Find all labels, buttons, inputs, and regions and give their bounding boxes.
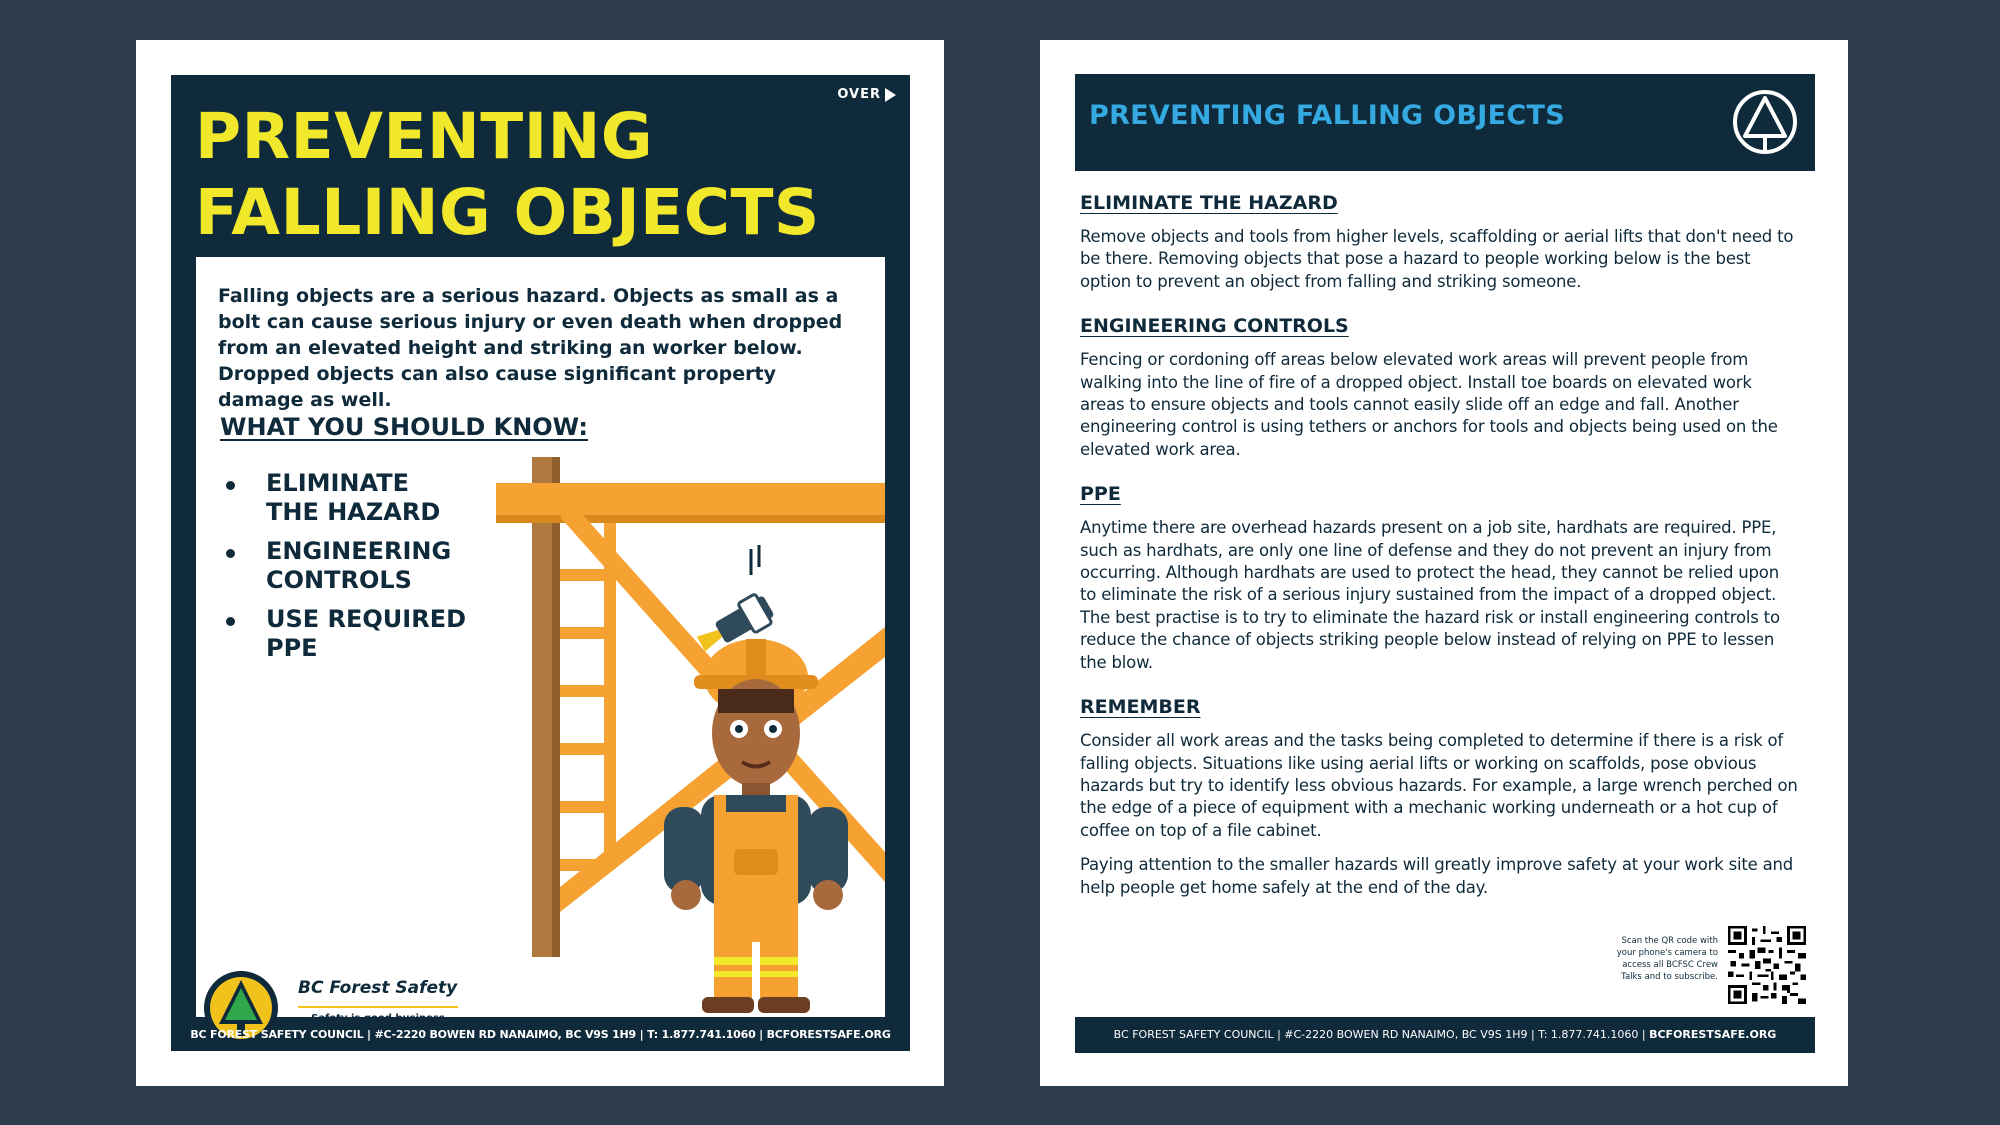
over-link[interactable] [837,87,896,102]
poster-panel [171,75,910,1051]
footer-website-link[interactable]: BCFORESTSAFE.ORG [1649,1028,1777,1041]
list-item [220,605,470,663]
section-heading: ELIMINATE THE HAZARD [1080,192,1338,214]
document-footer [1075,1017,1815,1053]
bullet-icon [226,481,235,490]
section-heading: ENGINEERING CONTROLS [1080,315,1349,338]
bullet-label: ELIMINATE THE HAZARD [266,469,441,526]
poster-title-line1: PREVENTING [195,100,654,173]
triangle-circle-logo-icon [1731,88,1799,156]
section-paragraph: Consider all work areas and the tasks being completed to determine if there is a risk of falling objects. Situations like using aerial lifts or working on scaffolds, pose obvious hazards but try to identify less obvious hazards. For example, a large wrench perched on the edge of a piece of equipment with a mechanic working underneath or a hot cup of coffee on top of a file cabinet. [1080,731,1798,840]
left-page [136,40,944,1086]
qr-code-icon[interactable] [1728,926,1806,1004]
over-label: OVER [837,87,881,102]
logo-tagline: Safety is good business [298,1006,458,1024]
bullet-label: ENGINEERING CONTROLS [266,537,452,594]
poster-title-line2: FALLING OBJECTS [195,176,820,249]
section-paragraph: Remove objects and tools from higher levels, scaffolding or aerial lifts that don't need to be there. Removing objects that pose a hazard to people working below is the best option to prevent an object from falling and striking someone. [1080,227,1794,291]
play-arrow-icon [885,88,896,102]
section-paragraph: Anytime there are overhead hazards present on a job site, hardhats are required. PPE, such as hardhats, are only one line of defense and they do not prevent an injury from occurring. Although hardhats are used to protect the head, they cannot be relied upon to eliminate the risk of a serious injury sustained from the impact of a dropped object. The best practise is to try to eliminate the hazard risk or install engineering controls to reduce the chance of objects striking people below instead of relying on PPE to lessen the blow. [1080,518,1780,672]
list-item [220,537,470,595]
document-title: PREVENTING FALLING OBJECTS [1089,100,1565,131]
section-paragraph: Paying attention to the smaller hazards will greatly improve safety at your work site and help people get home safely at the end of the day. [1080,855,1794,897]
section-heading: PPE [1080,483,1121,506]
right-page [1040,40,1848,1086]
bullet-list [220,469,470,673]
worker-scaffold-illustration [496,457,885,1017]
poster-content [196,257,885,1017]
know-heading: WHAT YOU SHOULD KNOW: [220,413,589,441]
document-body [1080,192,1800,921]
section-paragraph: Fencing or cordoning off areas below elevated work areas will prevent people from walking into the line of fire of a dropped object. Install toe boards on elevated work areas to ensure objects and tools cannot easily slide off an edge and fall. Another engineering control is using tethers or anchors for tools and objects being used on the elevated work area. [1080,350,1778,459]
bullet-label: USE REQUIRED PPE [266,605,467,662]
list-item [220,469,470,527]
section-heading: REMEMBER [1080,696,1201,719]
poster-footer: BC FOREST SAFETY COUNCIL | #C-2220 BOWEN RD NANAIMO, BC V9S 1H9 | T: 1.877.741.1060 | BCFORESTSAFE.ORG [190,1028,891,1041]
bullet-icon [226,617,235,626]
qr-caption: Scan the QR code with your phone's camera to access all BCFSC Crew Talks and to subscribe. [1616,936,1718,982]
logo-name: BC Forest Safety [298,978,458,998]
bullet-icon [226,549,235,558]
document-header [1075,74,1815,171]
footer-address: BC FOREST SAFETY COUNCIL | #C-2220 BOWEN RD NANAIMO, BC V9S 1H9 | T: 1.877.741.1060 | [1113,1028,1650,1041]
poster-title [195,99,820,251]
intro-text: Falling objects are a serious hazard. Objects as small as a bolt can cause serious injury or even death when dropped from an elevated height and striking an worker below. Dropped objects can also cause significant property damage as well. [218,285,843,411]
logo-text [298,978,458,1024]
